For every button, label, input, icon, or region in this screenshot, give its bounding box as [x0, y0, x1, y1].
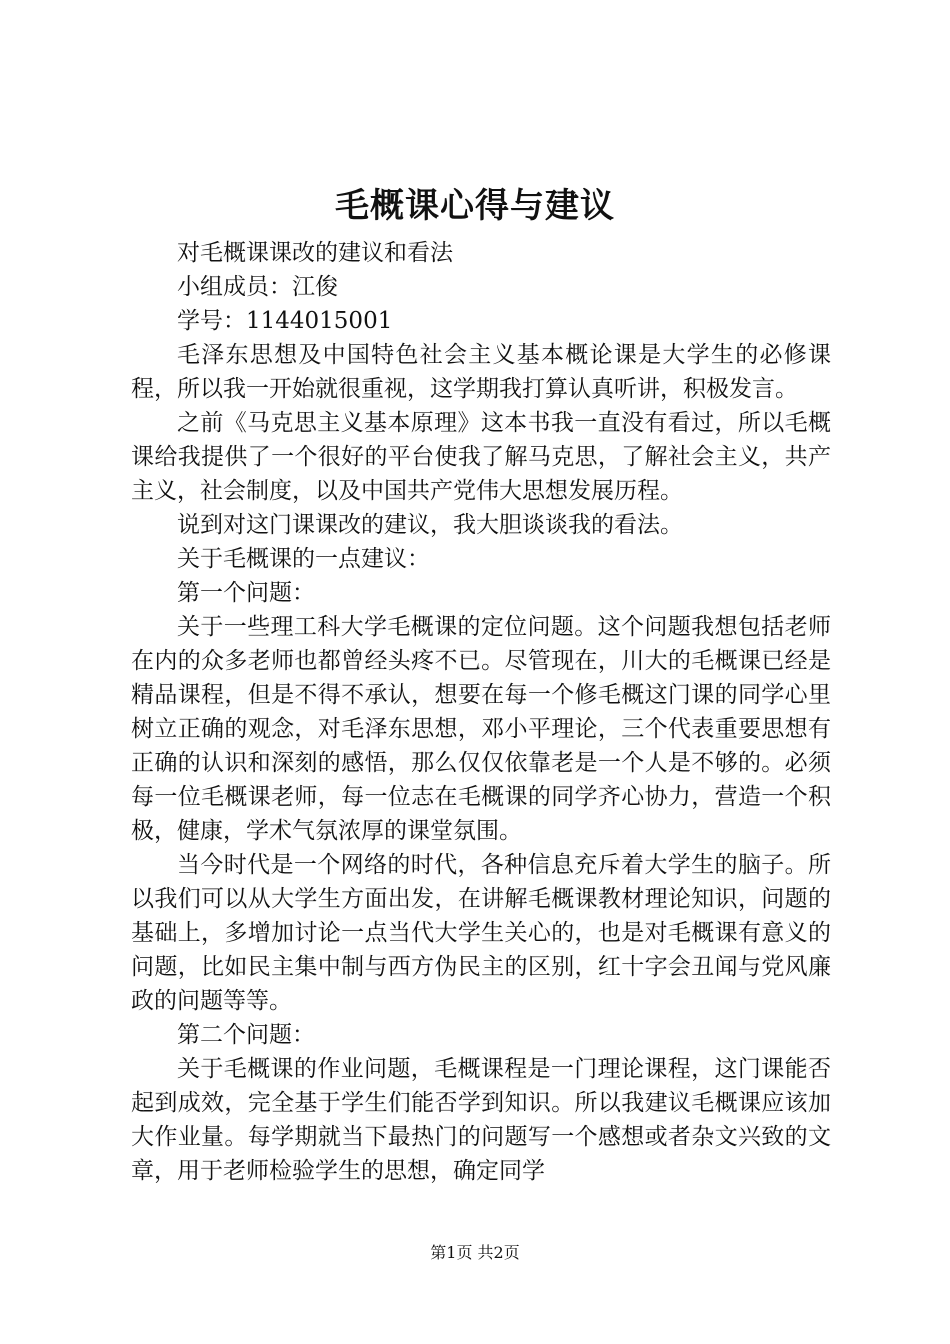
paragraph: 关于一些理工科大学毛概课的定位问题。这个问题我想包括老师在内的众多老师也都曾经头疼不已。尽管现在，川大的毛概课已经是精品课程，但是不得不承认，想要在每一个修毛概这门课的同学心里树立正确的观念，对毛泽东思想，邓小平理论，三个代表重要思想有正确的认识和深刻的感悟，那么仅仅依靠老是一个人是不够的。必须每一位毛概课老师，每一位志在毛概课的同学齐心协力，营造一个积极，健康，学术气氛浓厚的课堂氛围。 — [131, 614, 831, 844]
subtitle-line: 对毛概课课改的建议和看法 — [177, 240, 453, 266]
document-title: 毛概课心得与建议 — [335, 186, 615, 226]
page-footer: 第1页 共2页 — [430, 1243, 520, 1262]
group-member-line: 小组成员：江俊 — [177, 274, 338, 300]
section-heading: 关于毛概课的一点建议： — [177, 546, 430, 572]
question-heading: 第一个问题： — [177, 580, 315, 606]
paragraph: 之前《马克思主义基本原理》这本书我一直没有看过，所以毛概课给我提供了一个很好的平台使我了解马克思，了解社会主义，共产主义，社会制度，以及中国共产党伟大思想发展历程。 — [131, 410, 831, 504]
paragraph: 说到对这门课课改的建议，我大胆谈谈我的看法。 — [177, 512, 683, 538]
paragraph: 毛泽东思想及中国特色社会主义基本概论课是大学生的必修课程，所以我一开始就很重视，这学期我打算认真听讲，积极发言。 — [131, 342, 831, 402]
paragraph: 当今时代是一个网络的时代，各种信息充斥着大学生的脑子。所以我们可以从大学生方面出发，在讲解毛概课教材理论知识，问题的基础上，多增加讨论一点当代大学生关心的，也是对毛概课有意义的问题，比如民主集中制与西方伪民主的区别，红十字会丑闻与党风廉政的问题等等。 — [131, 852, 831, 1014]
document-body — [131, 236, 831, 1188]
student-id-line: 学号：1144015001 — [177, 308, 393, 334]
paragraph: 关于毛概课的作业问题，毛概课程是一门理论课程，这门课能否起到成效，完全基于学生们能否学到知识。所以我建议毛概课应该加大作业量。每学期就当下最热门的问题写一个感想或者杂文兴致的文章，用于老师检验学生的思想，确定同学 — [131, 1056, 831, 1184]
question-heading: 第二个问题： — [177, 1022, 315, 1048]
